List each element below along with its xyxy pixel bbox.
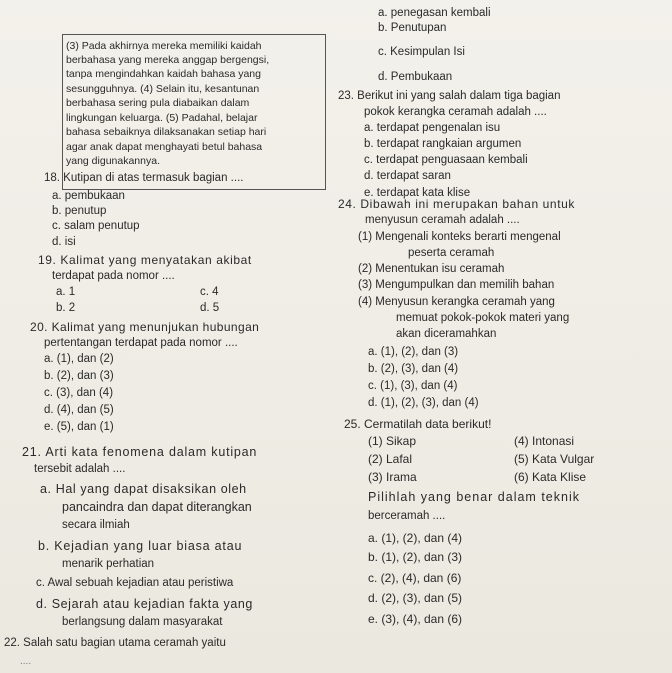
q25-instruction: Pilihlah yang benar dalam teknik xyxy=(368,490,580,504)
q19-option-c[interactable]: c. 4 xyxy=(200,286,219,298)
q24-item-4-cont: memuat pokok-pokok materi yang xyxy=(396,312,570,324)
question-19-stem-cont: terdapat pada nomor .... xyxy=(52,270,175,282)
excerpt-line: bahasa sebaiknya dilaksanakan setiap hari xyxy=(66,126,267,138)
box-right-border xyxy=(325,34,326,190)
q24-option-d[interactable]: d. (1), (2), (3), dan (4) xyxy=(368,397,479,409)
q24-item-1: (1) Mengenali konteks berarti mengenal xyxy=(358,231,561,243)
q25-data-6: (6) Kata Klise xyxy=(514,470,587,484)
q19-option-a[interactable]: a. 1 xyxy=(56,286,76,298)
excerpt-line: (3) Pada akhirnya mereka memiliki kaidah xyxy=(66,40,262,52)
q23-option-e[interactable]: e. terdapat kata klise xyxy=(364,187,471,199)
q21-option-d[interactable]: d. Sejarah atau kejadian fakta yang xyxy=(36,597,253,611)
q25-instruction-cont: berceramah .... xyxy=(368,510,446,522)
q24-item-3: (3) Mengumpulkan dan memilih bahan xyxy=(358,279,555,291)
q20-option-e[interactable]: e. (5), dan (1) xyxy=(44,421,114,433)
q18-option-d[interactable]: d. isi xyxy=(52,236,76,248)
q20-option-d[interactable]: d. (4), dan (5) xyxy=(44,404,114,416)
prev-option-b[interactable]: b. Penutupan xyxy=(378,22,447,34)
q18-option-c[interactable]: c. salam penutup xyxy=(52,220,140,232)
excerpt-line: sesungguhnya. (4) Selain itu, kesantunan xyxy=(66,83,260,95)
q19-option-d[interactable]: d. 5 xyxy=(200,302,220,314)
question-19-stem: 19. Kalimat yang menyatakan akibat xyxy=(38,253,252,267)
q23-option-a[interactable]: a. terdapat pengenalan isu xyxy=(364,122,501,134)
q25-data-1: (1) Sikap xyxy=(368,434,417,448)
excerpt-line: berbahasa sering pula diabaikan dalam xyxy=(66,97,250,109)
question-24-stem-cont: menyusun ceramah adalah .... xyxy=(365,214,520,226)
box-left-border xyxy=(62,34,63,190)
prev-option-c[interactable]: c. Kesimpulan Isi xyxy=(378,46,465,58)
q24-option-b[interactable]: b. (2), (3), dan (4) xyxy=(368,363,459,375)
q21-option-c[interactable]: c. Awal sebuah kejadian atau peristiwa xyxy=(36,577,234,589)
question-20-stem: 20. Kalimat yang menunjukan hubungan xyxy=(30,320,260,334)
q25-option-b[interactable]: b. (1), (2), dan (3) xyxy=(368,550,463,564)
q21-option-a-cont: pancaindra dan dapat diterangkan xyxy=(62,500,252,514)
question-25-stem: 25. Cermatilah data berikut! xyxy=(344,417,492,431)
q25-data-3: (3) Irama xyxy=(368,470,417,484)
q21-option-a[interactable]: a. Hal yang dapat disaksikan oleh xyxy=(40,482,247,496)
q21-option-b[interactable]: b. Kejadian yang luar biasa atau xyxy=(38,539,243,553)
question-18-stem: 18. Kutipan di atas termasuk bagian .... xyxy=(44,172,244,184)
q23-option-d[interactable]: d. terdapat saran xyxy=(364,170,451,182)
q18-option-a[interactable]: a. pembukaan xyxy=(52,190,125,202)
q19-option-b[interactable]: b. 2 xyxy=(56,302,76,314)
q24-item-2: (2) Menentukan isu ceramah xyxy=(358,263,505,275)
question-24-stem: 24. Dibawah ini merupakan bahan untuk xyxy=(338,197,576,211)
q20-option-a[interactable]: a. (1), dan (2) xyxy=(44,353,114,365)
excerpt-line: berbahasa yang mereka anggap bergengsi, xyxy=(66,54,270,66)
q25-option-c[interactable]: c. (2), (4), dan (6) xyxy=(368,571,462,585)
question-22-stem: 22. Salah satu bagian utama ceramah yaitu xyxy=(4,637,226,649)
excerpt-line: lingkungan keluarga. (5) Padahal, belajar xyxy=(66,112,258,124)
q25-option-e[interactable]: e. (3), (4), dan (6) xyxy=(368,612,463,626)
q21-option-d-cont: berlangsung dalam masyarakat xyxy=(62,616,223,628)
question-22-stem-cont: .... xyxy=(20,656,32,667)
q20-option-b[interactable]: b. (2), dan (3) xyxy=(44,370,114,382)
q21-option-a-cont: secara ilmiah xyxy=(62,519,130,531)
q20-option-c[interactable]: c. (3), dan (4) xyxy=(44,387,114,399)
q25-data-2: (2) Lafal xyxy=(368,452,413,466)
prev-option-d[interactable]: d. Pembukaan xyxy=(378,71,453,83)
question-23-stem-cont: pokok kerangka ceramah adalah .... xyxy=(364,106,547,118)
question-23-stem: 23. Berikut ini yang salah dalam tiga bagian xyxy=(338,90,561,102)
q25-data-5: (5) Kata Vulgar xyxy=(514,452,595,466)
q25-data-4: (4) Intonasi xyxy=(514,434,575,448)
q23-option-b[interactable]: b. terdapat rangkaian argumen xyxy=(364,138,522,150)
q18-option-b[interactable]: b. penutup xyxy=(52,205,107,217)
q23-option-c[interactable]: c. terdapat penguasaan kembali xyxy=(364,154,528,166)
excerpt-line: agar anak dapat menghayati betul bahasa xyxy=(66,141,263,153)
question-21-stem: 21. Arti kata fenomena dalam kutipan xyxy=(22,445,258,459)
question-20-stem-cont: pertentangan terdapat pada nomor .... xyxy=(44,337,238,349)
q21-option-b-cont: menarik perhatian xyxy=(62,558,155,570)
q24-item-1-cont: peserta ceramah xyxy=(408,247,495,259)
question-21-stem-cont: tersebit adalah .... xyxy=(34,463,126,475)
q24-item-4: (4) Menyusun kerangka ceramah yang xyxy=(358,296,555,308)
q25-option-a[interactable]: a. (1), (2), dan (4) xyxy=(368,531,463,545)
prev-option-a[interactable]: a. penegasan kembali xyxy=(378,7,491,19)
excerpt-line: yang digunakannya. xyxy=(66,155,160,167)
q24-item-4-cont: akan diceramahkan xyxy=(396,328,497,340)
q24-option-c[interactable]: c. (1), (3), dan (4) xyxy=(368,380,458,392)
q24-option-a[interactable]: a. (1), (2), dan (3) xyxy=(368,346,459,358)
excerpt-line: tanpa mengindahkan kaidah bahasa yang xyxy=(66,68,261,80)
q25-option-d[interactable]: d. (2), (3), dan (5) xyxy=(368,591,463,605)
box-top-border xyxy=(62,34,326,35)
